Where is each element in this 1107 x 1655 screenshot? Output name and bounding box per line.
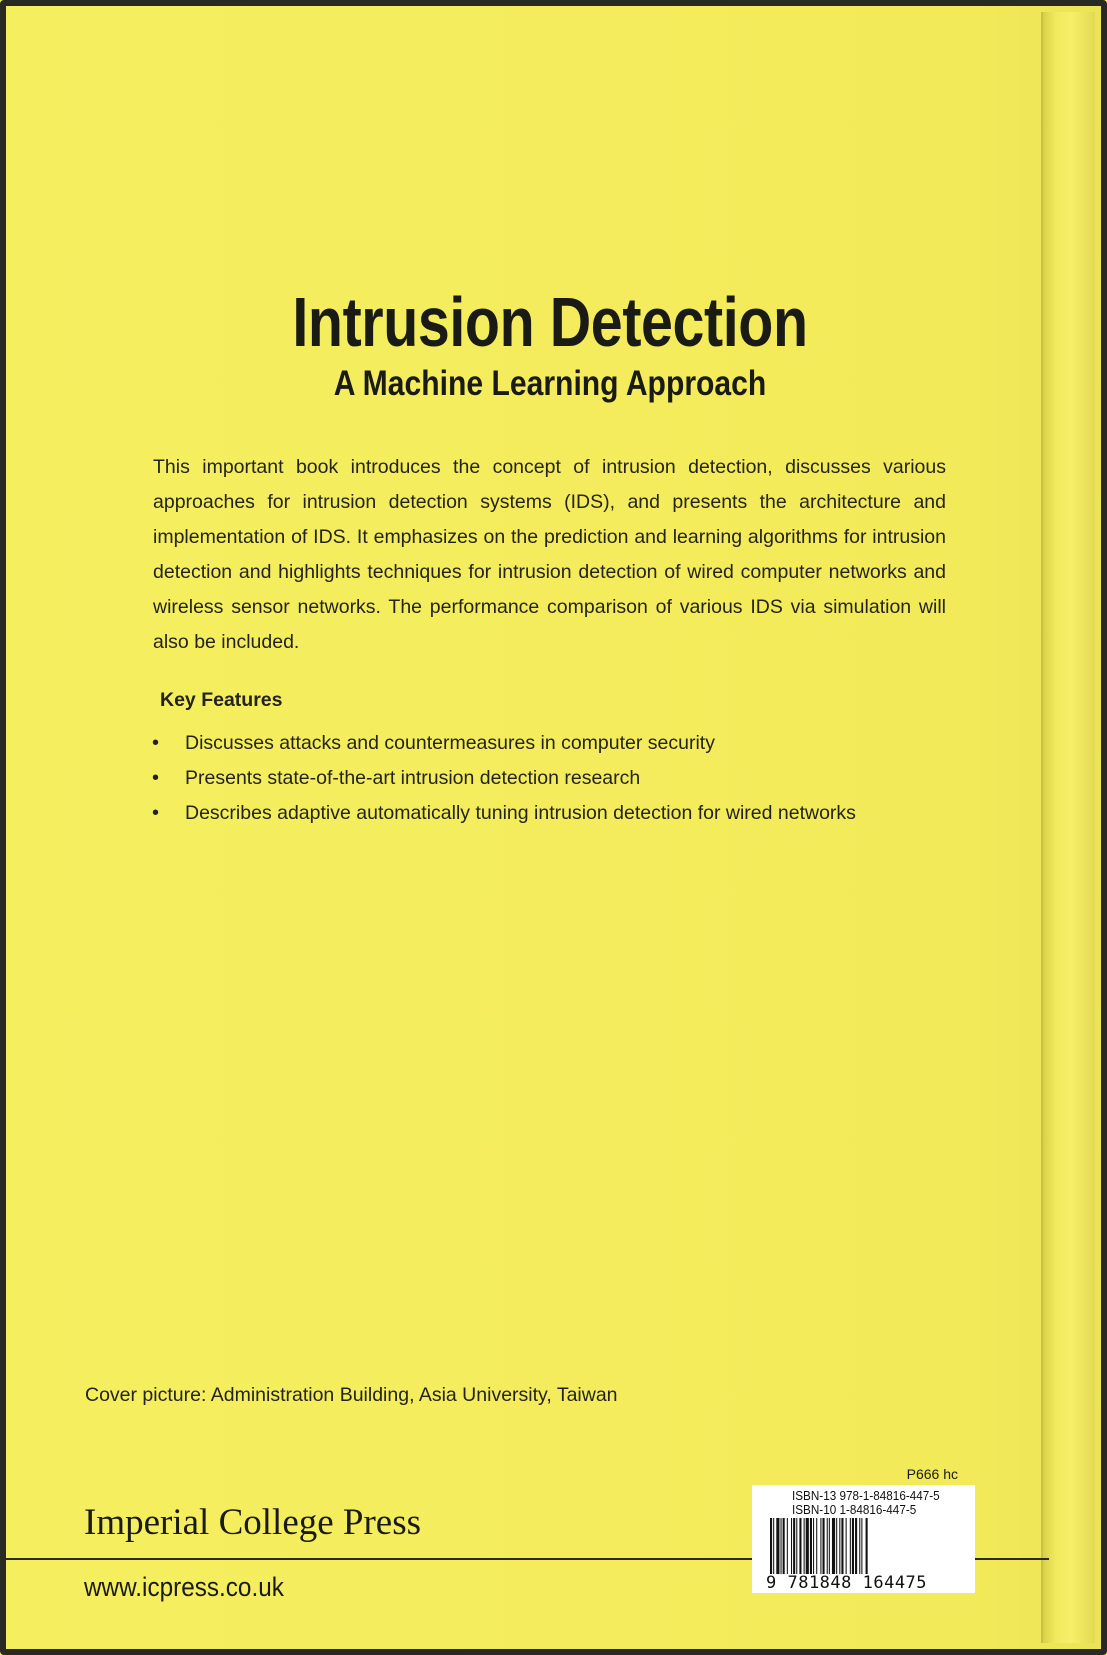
barcode-bar: [839, 1518, 840, 1574]
barcode-icon: [766, 1518, 966, 1576]
barcode-bar: [859, 1518, 860, 1574]
barcode-bar: [813, 1518, 814, 1574]
book-description: This important book introduces the concept of intrusion detection, discusses various approaches for intrusion detection systems (IDS), and presents the architecture and implementation of IDS. It emphasizes on the prediction and learning algorithms for intrusion detection and highlights techniques for intrusion detection of wired computer networks and wireless sensor networks. The performance comparison of various IDS via simulation will also be included.: [153, 456, 946, 653]
barcode-bar: [836, 1518, 837, 1574]
barcode-bar: [816, 1518, 817, 1574]
bullet-icon: •: [152, 732, 160, 754]
key-features-list: [150, 726, 856, 831]
barcode-bar: [827, 1518, 828, 1574]
barcode-bar: [855, 1518, 857, 1574]
barcode-bar: [866, 1518, 868, 1574]
barcode-bar: [810, 1518, 812, 1574]
barcode-bar: [791, 1518, 792, 1574]
barcode-bar: [787, 1518, 788, 1574]
bullet-icon: •: [152, 802, 160, 824]
barcode-bar: [781, 1518, 782, 1574]
publisher-name: Imperial College Press: [84, 1502, 422, 1543]
list-item: [150, 726, 856, 761]
barcode-bar: [832, 1518, 835, 1574]
barcode-bar: [806, 1518, 809, 1574]
barcode-bar: [799, 1518, 801, 1574]
barcode-bar: [783, 1518, 785, 1574]
barcode-digits: 9 781848 164475: [766, 1573, 928, 1593]
barcode-bar: [796, 1518, 797, 1574]
barcode-bar: [773, 1518, 774, 1574]
publisher-website: www.icpress.co.uk: [84, 1572, 284, 1602]
book-spine: [1041, 12, 1095, 1643]
feature-text: Describes adaptive automatically tuning intrusion detection for wired networks: [185, 802, 856, 824]
isbn-10: ISBN-10 1-84816-447-5: [792, 1502, 917, 1517]
book-subtitle: A Machine Learning Approach: [333, 364, 767, 403]
barcode-bar: [776, 1518, 779, 1574]
barcode-bar: [793, 1518, 795, 1574]
barcode-bar: [846, 1518, 847, 1574]
barcode-bar: [850, 1518, 851, 1574]
barcode-bar: [852, 1518, 854, 1574]
barcode-bar: [861, 1518, 862, 1574]
barcode-bar: [823, 1518, 825, 1574]
barcode-label: [752, 1485, 975, 1593]
feature-text: Discusses attacks and countermeasures in computer security: [185, 732, 715, 754]
price-code: P666 hc: [906, 1466, 958, 1482]
list-item: [150, 796, 856, 831]
cover-caption: Cover picture: Administration Building, Asia University, Taiwan: [85, 1384, 618, 1406]
list-item: [150, 761, 856, 796]
barcode-bar: [829, 1518, 830, 1574]
barcode-bar: [804, 1518, 805, 1574]
bullet-icon: •: [152, 767, 160, 789]
feature-text: Presents state-of-the-art intrusion detection research: [185, 767, 641, 789]
barcode-bar: [841, 1518, 843, 1574]
isbn-13: ISBN-13 978-1-84816-447-5: [792, 1488, 940, 1503]
book-title: Intrusion Detection: [292, 283, 808, 361]
key-features-heading: Key Features: [160, 689, 283, 711]
barcode-bar: [770, 1518, 772, 1574]
barcode-bar: [820, 1518, 821, 1574]
